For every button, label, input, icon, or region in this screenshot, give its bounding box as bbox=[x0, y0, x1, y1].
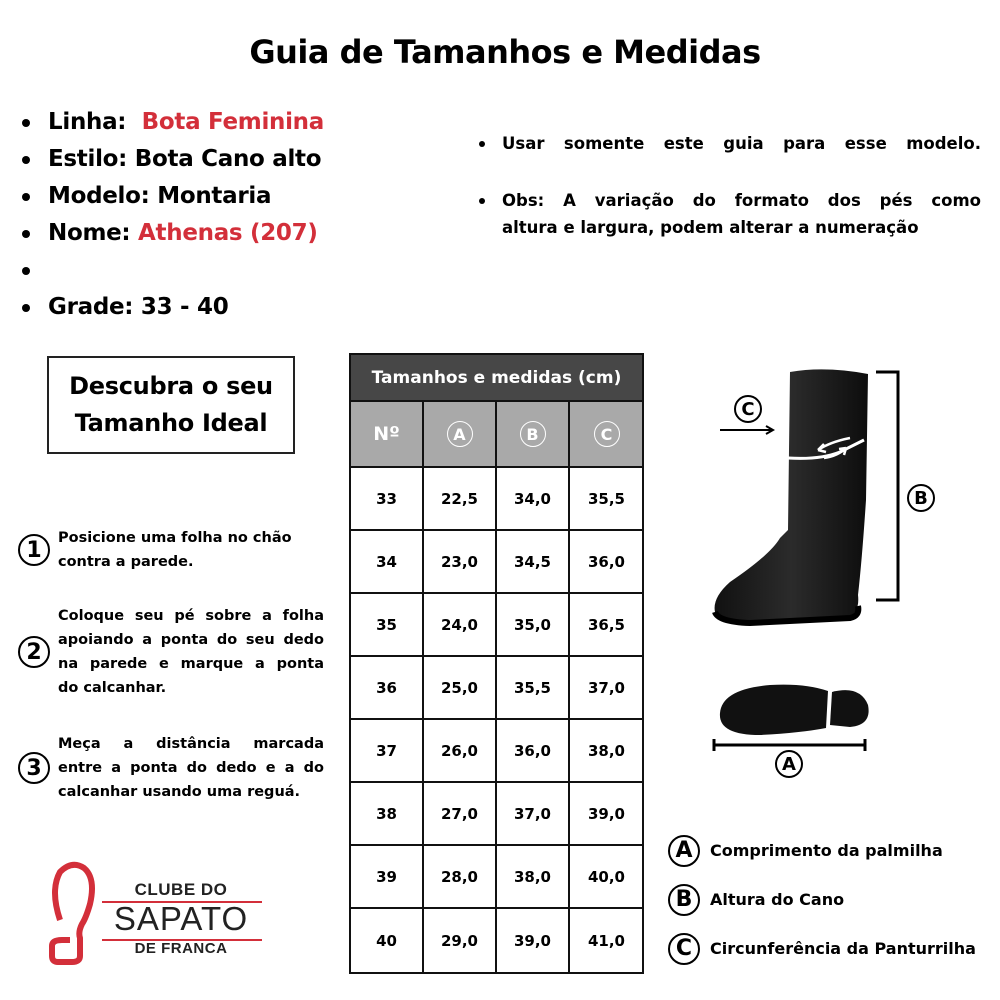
cell-b: 38,0 bbox=[497, 846, 570, 907]
bullet-icon bbox=[22, 119, 30, 127]
product-info-list bbox=[22, 104, 324, 326]
bullet-icon bbox=[22, 304, 30, 312]
info-item-grade bbox=[22, 289, 324, 326]
legend-label: Comprimento da palmilha bbox=[710, 841, 943, 860]
notes-list bbox=[478, 130, 981, 241]
cell-b: 34,5 bbox=[497, 531, 570, 592]
info-value: Bota Feminina bbox=[141, 109, 324, 135]
cell-size: 33 bbox=[351, 468, 424, 529]
info-label: Nome: bbox=[48, 220, 131, 246]
info-value: 33 - 40 bbox=[140, 294, 229, 320]
circle-b-icon: B bbox=[520, 421, 546, 447]
cell-size: 40 bbox=[351, 909, 424, 972]
circle-a-icon: A bbox=[447, 421, 473, 447]
info-value: Montaria bbox=[157, 183, 272, 209]
cell-a: 27,0 bbox=[424, 783, 497, 844]
circle-c-icon: C bbox=[668, 933, 700, 965]
info-item-estilo bbox=[22, 141, 324, 178]
cell-c: 36,5 bbox=[587, 615, 625, 634]
step-number-badge: 2 bbox=[18, 636, 50, 668]
cell-size: 38 bbox=[351, 783, 424, 844]
step-number-badge: 3 bbox=[18, 752, 50, 784]
step-text bbox=[58, 526, 324, 574]
bullet-icon bbox=[22, 156, 30, 164]
cell-c: 36,0 bbox=[587, 552, 625, 571]
step-line: apoiando a ponta do seu dedo bbox=[58, 632, 324, 648]
info-value: Bota Cano alto bbox=[134, 146, 322, 172]
bullet-icon bbox=[22, 193, 30, 201]
info-item-linha bbox=[22, 104, 324, 141]
cell-a: 29,0 bbox=[424, 909, 497, 972]
cell-c: 39,0 bbox=[587, 804, 625, 823]
step-line: Meça a distância marcada bbox=[58, 736, 324, 752]
logo-line2: SAPATO bbox=[113, 900, 249, 937]
legend-label: Altura do Cano bbox=[710, 890, 845, 909]
step-text bbox=[58, 604, 324, 700]
column-header-b bbox=[497, 402, 570, 466]
info-item-modelo bbox=[22, 178, 324, 215]
note-text: Usar somente este guia para esse modelo. bbox=[502, 134, 981, 153]
cell-a: 24,0 bbox=[424, 594, 497, 655]
measurement-legend bbox=[668, 826, 976, 973]
size-table bbox=[349, 353, 644, 974]
cell-c: 38,0 bbox=[587, 741, 625, 760]
cell-b: 34,0 bbox=[497, 468, 570, 529]
brand-logo bbox=[46, 860, 266, 970]
bullet-icon bbox=[22, 267, 30, 275]
table-row bbox=[351, 846, 642, 909]
bullet-icon bbox=[479, 198, 485, 204]
table-row bbox=[351, 594, 642, 657]
table-row bbox=[351, 783, 642, 846]
info-label: Grade: bbox=[48, 294, 134, 320]
cell-c: 41,0 bbox=[587, 931, 625, 950]
cell-size: 34 bbox=[351, 531, 424, 592]
discover-size-box bbox=[47, 356, 295, 454]
boot-diagram bbox=[700, 360, 960, 630]
column-header-a bbox=[424, 402, 497, 466]
step-1 bbox=[18, 526, 324, 574]
label-b-icon: B bbox=[907, 484, 935, 512]
cell-a: 28,0 bbox=[424, 846, 497, 907]
info-label: Estilo: bbox=[48, 146, 128, 172]
legend-label: Circunferência da Panturrilha bbox=[710, 939, 976, 958]
cell-size: 36 bbox=[351, 657, 424, 718]
step-line: contra a parede. bbox=[58, 554, 194, 570]
info-label: Modelo: bbox=[48, 183, 150, 209]
cell-b: 39,0 bbox=[497, 909, 570, 972]
column-header-c bbox=[570, 402, 643, 466]
sole-diagram bbox=[700, 675, 890, 785]
step-2 bbox=[18, 604, 324, 700]
circle-b-icon: B bbox=[668, 884, 700, 916]
discover-line1: Descubra o seu bbox=[69, 372, 273, 400]
cell-a: 23,0 bbox=[424, 531, 497, 592]
cell-a: 25,0 bbox=[424, 657, 497, 718]
page-title: Guia de Tamanhos e Medidas bbox=[249, 33, 761, 71]
step-line: do calcanhar. bbox=[58, 680, 167, 696]
circle-c-icon: C bbox=[594, 421, 620, 447]
cell-c: 40,0 bbox=[587, 867, 625, 886]
step-3 bbox=[18, 732, 324, 804]
note-observation bbox=[478, 187, 981, 241]
cell-size: 39 bbox=[351, 846, 424, 907]
table-title: Tamanhos e medidas (cm) bbox=[351, 355, 642, 402]
table-row bbox=[351, 720, 642, 783]
step-line: na parede e marque a ponta bbox=[58, 656, 324, 672]
table-column-headers bbox=[351, 402, 642, 468]
note-usage bbox=[478, 130, 981, 157]
cell-c: 37,0 bbox=[587, 678, 625, 697]
bullet-icon bbox=[22, 230, 30, 238]
legend-item-c bbox=[668, 924, 976, 973]
cell-b: 35,5 bbox=[497, 657, 570, 718]
legend-item-a bbox=[668, 826, 976, 875]
table-row bbox=[351, 657, 642, 720]
cell-b: 35,0 bbox=[497, 594, 570, 655]
circle-a-icon: A bbox=[668, 835, 700, 867]
step-line: Posicione uma folha no chão bbox=[58, 530, 292, 546]
cell-a: 26,0 bbox=[424, 720, 497, 781]
logo-line3: DE FRANCA bbox=[134, 940, 228, 957]
cell-a: 22,5 bbox=[424, 468, 497, 529]
cell-b: 37,0 bbox=[497, 783, 570, 844]
info-value: Athenas (207) bbox=[138, 220, 318, 246]
cell-b: 36,0 bbox=[497, 720, 570, 781]
info-label: Linha: bbox=[48, 109, 127, 135]
note-text-line2: altura e largura, podem alterar a numeração bbox=[502, 218, 919, 237]
table-row bbox=[351, 909, 642, 972]
label-a-icon: A bbox=[775, 750, 803, 778]
label-c-icon: C bbox=[734, 395, 762, 423]
step-line: Coloque seu pé sobre a folha bbox=[58, 608, 324, 624]
cell-size: 35 bbox=[351, 594, 424, 655]
note-text-line1: Obs: A variação do formato dos pés como bbox=[502, 191, 981, 210]
step-text bbox=[58, 732, 324, 804]
table-row bbox=[351, 468, 642, 531]
column-header-number: Nº bbox=[351, 402, 424, 466]
cell-c: 35,5 bbox=[587, 489, 625, 508]
info-item-empty bbox=[22, 252, 324, 289]
step-line: calcanhar usando uma reguá. bbox=[58, 784, 301, 800]
discover-line2: Tamanho Ideal bbox=[74, 409, 268, 437]
step-number-badge: 1 bbox=[18, 534, 50, 566]
table-row bbox=[351, 531, 642, 594]
table-body bbox=[351, 468, 642, 972]
logo-line1: CLUBE DO bbox=[134, 880, 228, 899]
cell-size: 37 bbox=[351, 720, 424, 781]
info-item-nome bbox=[22, 215, 324, 252]
legend-item-b bbox=[668, 875, 976, 924]
bullet-icon bbox=[479, 141, 485, 147]
step-line: entre a ponta do dedo e a do bbox=[58, 760, 324, 776]
